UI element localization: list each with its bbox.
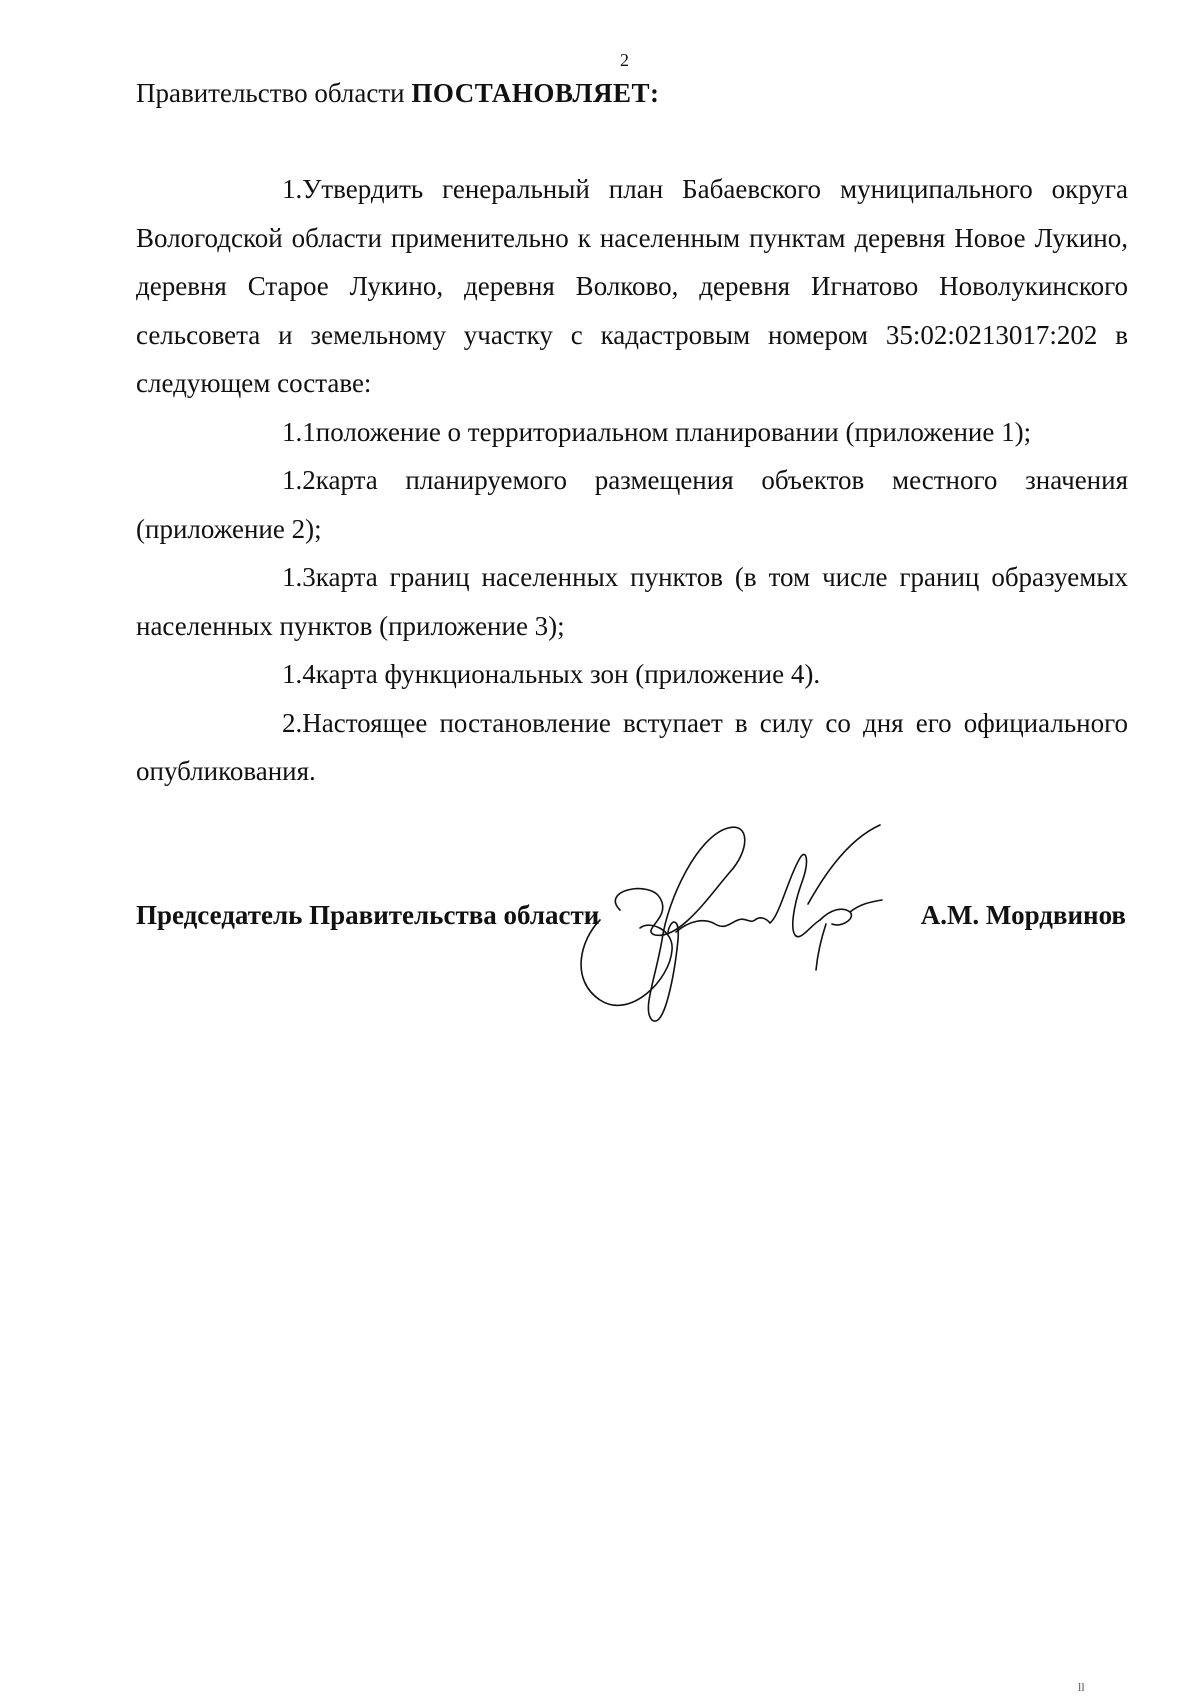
item-1-3 — [136, 553, 1128, 650]
signatory-position: Председатель Правительства области — [136, 900, 600, 930]
item-number: 1.3 — [282, 562, 316, 592]
page-number: 2 — [620, 50, 629, 70]
item-2 — [136, 699, 1128, 796]
item-number: 2. — [282, 707, 303, 738]
item-text: карта границ населенных пунктов (в том числе границ образуемых населенных пунктов (приложение 3); — [136, 562, 1128, 641]
item-1-1 — [136, 408, 1128, 457]
item-1 — [136, 165, 1128, 408]
item-1-2 — [136, 456, 1128, 553]
corner-mark: ll — [1078, 1680, 1085, 1694]
item-number: 1.2 — [282, 465, 316, 495]
signature-block — [136, 895, 1126, 935]
item-text: Утвердить генеральный план Бабаевского муниципального округа Вологодской области применительно к населенным пунктам деревня Новое Лукино, деревня Старое Лукино, деревня Волково, деревня Игнатово Новолукинского сельсовета и земельному участку с кадастровым номером 35:02:0213017:202 в следующем составе: — [136, 174, 1128, 398]
item-text: карта планируемого размещения объектов местного значения (приложение 2); — [136, 465, 1128, 544]
item-number: 1. — [282, 174, 303, 204]
item-number: 1.1 — [282, 416, 316, 447]
preamble — [136, 73, 659, 113]
item-1-4 — [136, 650, 1128, 699]
item-text: Настоящее постановление вступает в силу со дня его официального опубликования. — [136, 707, 1128, 786]
item-text: карта функциональных зон (приложение 4). — [315, 659, 821, 689]
item-number: 1.4 — [282, 659, 316, 689]
resolution-body — [136, 165, 1128, 796]
item-text: положение о территориальном планировании (приложение 1); — [315, 416, 1032, 447]
preamble-verb: ПОСТАНОВЛЯЕТ: — [411, 78, 660, 108]
signatory-name: А.М. Мордвинов — [920, 900, 1126, 930]
preamble-subject: Правительство области — [136, 78, 405, 108]
